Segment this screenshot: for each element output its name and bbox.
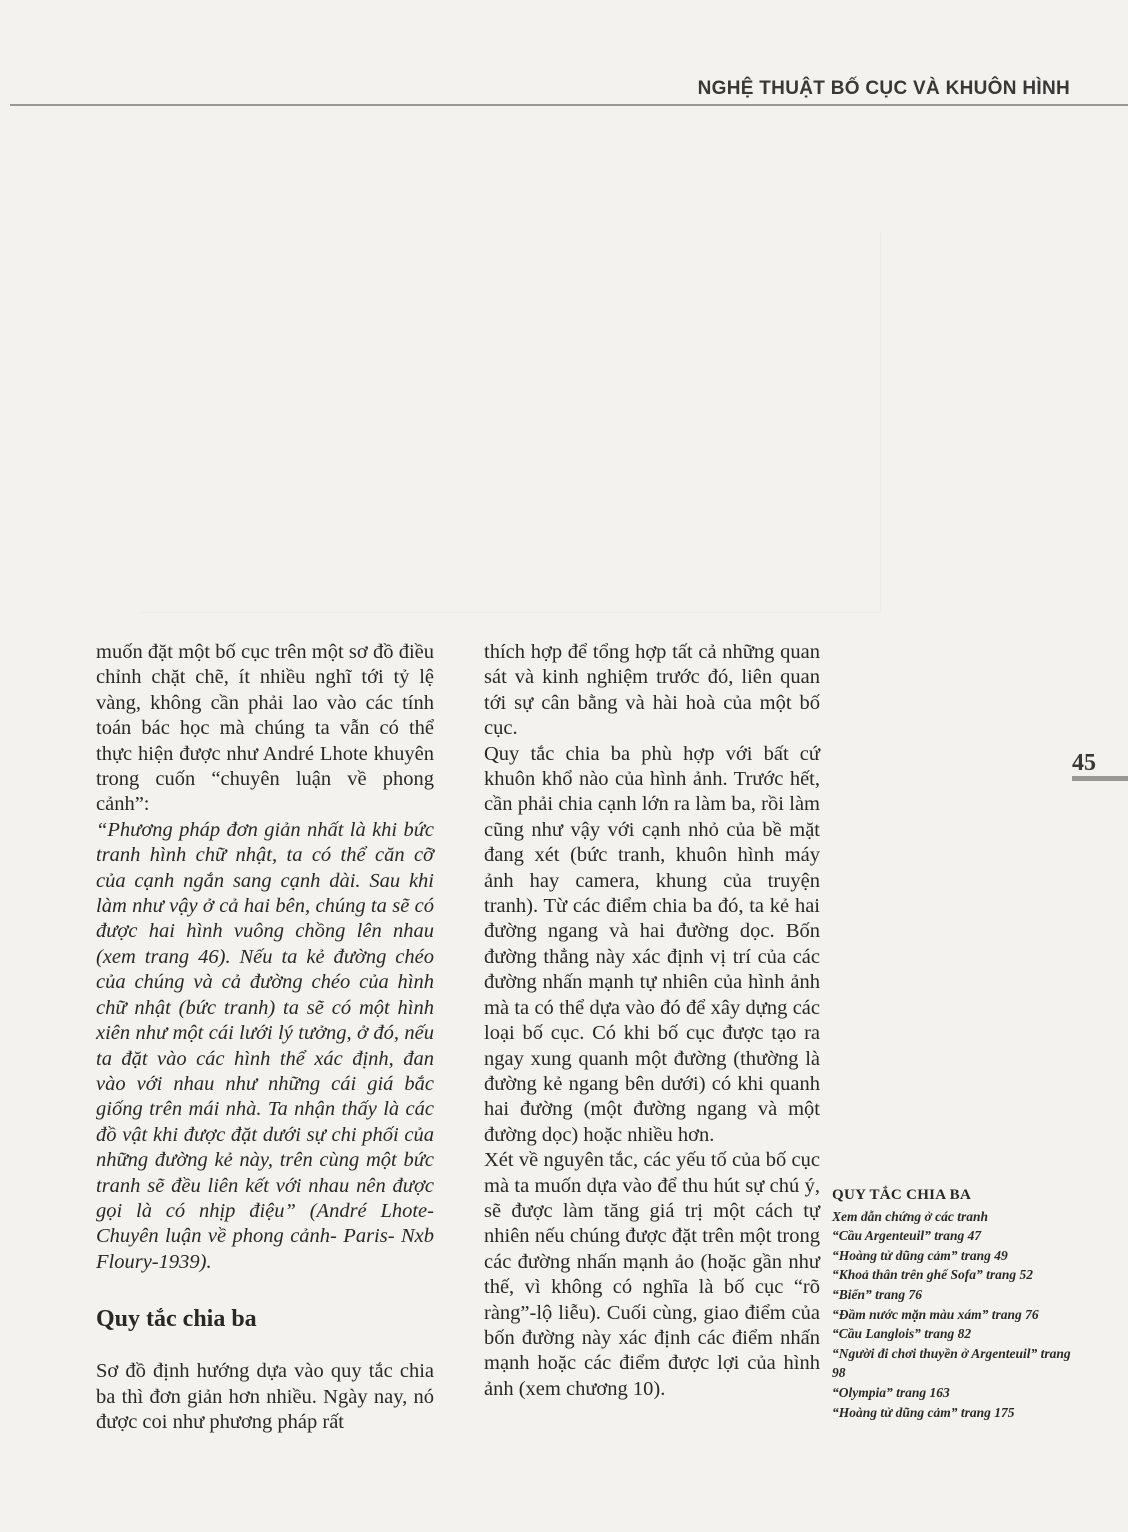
header-rule <box>10 104 1128 106</box>
section-heading: Quy tắc chia ba <box>96 1306 257 1333</box>
intro-paragraph: muốn đặt một bố cục trên một sơ đồ điều chỉnh chặt chẽ, ít nhiều nghĩ tới tỷ lệ vàng, không cần phải lao vào các tính toán bác học mà chúng ta vẫn có thể thực hiện được như André Lhote khuyên trong cuốn “chuyên luận về phong cảnh”: <box>96 641 434 816</box>
sidebar-item: “Đầm nước mặn màu xám” trang 76 <box>832 1306 1039 1322</box>
sidebar-item: “Hoàng tử dũng cảm” trang 49 <box>832 1247 1008 1263</box>
sidebar-item: “Cầu Argenteuil” trang 47 <box>832 1228 982 1244</box>
page-number: 45 <box>1072 750 1096 776</box>
chapter-title: NGHỆ THUẬT BỐ CỤC VÀ KHUÔN HÌNH <box>697 78 1070 99</box>
blank-figure-area <box>140 232 881 613</box>
sidebar-item: Xem dẫn chứng ở các tranh <box>832 1208 988 1224</box>
paragraph-2: Quy tắc chia ba phù hợp với bất cứ khuôn khổ nào của hình ảnh. Trước hết, cần phải chia cạnh lớn ra làm ba, rồi làm cũng như vậy với cạnh nhỏ của bề mặt đang xét (bức tranh, khuôn hình máy ảnh hay camera, khung của truyện tranh). Từ các điểm chia ba đó, ta kẻ hai đường ngang và hai đường dọc. Bốn đường thẳng này xác định vị trí của các đường nhấn mạnh tự nhiên của hình ảnh mà ta có thể dựa vào đó để xây dựng các loại bố cục. Có khi bố cục được tạo ra ngay xung quanh một đường (thường là đường kẻ ngang bên dưới) có khi quanh hai đường (một đường ngang và một đường dọc) hoặc nhiều hơn. <box>484 742 820 1146</box>
section-paragraph: Sơ đồ định hướng dựa vào quy tắc chia ba thì đơn giản hơn nhiều. Ngày nay, nó được coi như phương pháp rất <box>96 1360 434 1433</box>
sidebar-title: QUY TẮC CHIA BA <box>832 1187 972 1203</box>
text-column-right <box>484 640 820 1402</box>
page-number-bar <box>1072 776 1128 781</box>
sidebar-item: “Người đi chơi thuyền ở Argenteuil” trang 98 <box>832 1345 1071 1381</box>
lhote-quote: “Phương pháp đơn giản nhất là khi bức tranh hình chữ nhật, ta có thể căn cỡ của cạnh ngắn sang cạnh dài. Sau khi làm như vậy ở cả hai bên, chúng ta sẽ có được hai hình vuông chồng lên nhau (xem trang 46). Nếu ta kẻ đường chéo của chúng và cả đường chéo của hình chữ nhật (bức tranh) ta sẽ có một hình xiên như một cái lưới lý tưởng, ở đó, nếu ta đặt vào các hình thể xác định, đan vào với nhau như những cái giá bắc giống trên mái nhà. Ta nhận thấy là các đồ vật khi được đặt dưới sự chi phối của những đường kẻ này, trên cùng một bức tranh sẽ đều liên kết với nhau nên được gọi là có nhịp điệu” (André Lhote- Chuyên luận về phong cảnh- Paris- Nxb Floury-1939). <box>96 818 434 1273</box>
running-header <box>0 0 1128 110</box>
sidebar-item: “Cầu Langlois” trang 82 <box>832 1326 972 1342</box>
sidebar-note <box>832 1186 1082 1422</box>
sidebar-item: “Hoàng tử dũng cảm” trang 175 <box>832 1404 1015 1420</box>
text-column-left <box>96 640 434 1435</box>
paragraph-1: thích hợp để tổng hợp tất cả những quan sát và kinh nghiệm trước đó, liên quan tới sự cân bằng và hài hoà của một bố cục. <box>484 641 820 740</box>
sidebar-item: “Biển” trang 76 <box>832 1286 923 1302</box>
sidebar-item: “Khoả thân trên ghế Sofa” trang 52 <box>832 1267 1034 1283</box>
paragraph-3: Xét về nguyên tắc, các yếu tố của bố cục mà ta muốn dựa vào để thu hút sự chú ý, sẽ được làm tăng giá trị một cách tự nhiên nếu chúng được đặt trên một trong các đường nhấn mạnh ảo (hoặc gần như thế, vì không có nghĩa là bố cục “rõ ràng”-lộ liễu). Cuối cùng, giao điểm của bốn đường này xác định các điểm nhấn mạnh hoặc các điểm được lợi của hình ảnh (xem chương 10). <box>484 1149 820 1400</box>
sidebar-item: “Olympia” trang 163 <box>832 1384 950 1400</box>
